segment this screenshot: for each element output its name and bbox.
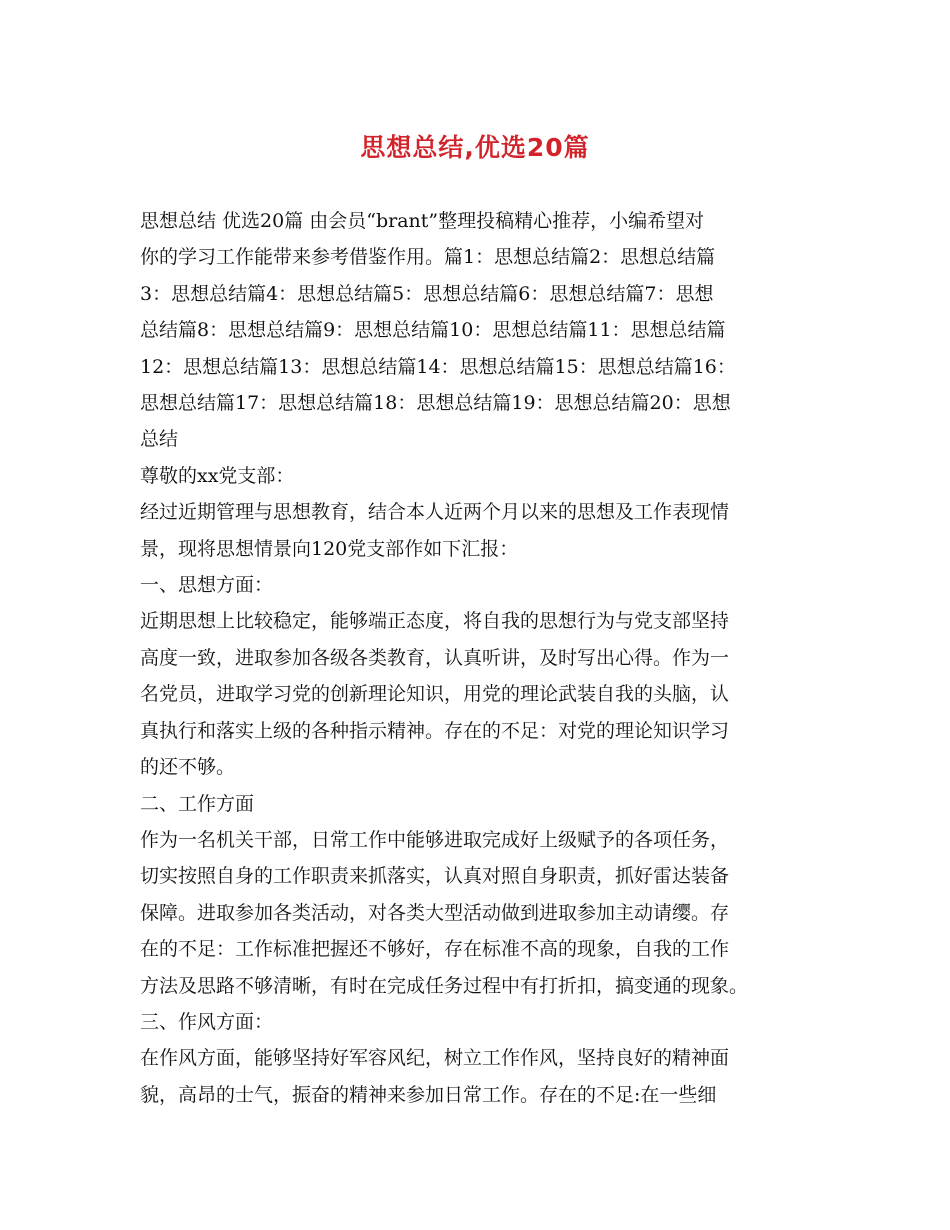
section-heading-thought: 一、思想方面： [140, 574, 274, 597]
intro-paragraph: 思想总结 优选20篇 由会员“brant”整理投稿精心推荐，小编希望对 你的学习工作能带来参考借鉴作用。篇1：思想总结篇2：思想总结篇 3：思想总结篇4：思想总结篇5：思想总结篇6：思想总结篇7：思想 总结篇8：思想总结篇9：思想总结篇10：思想总结篇11：思想总结篇 12：思想总结篇13：思想总结篇14：思想总结篇15：思想总结篇16： 思想总结篇17：思想总结篇18：思想总结篇19：思想总结篇20：思想 总结 [140, 210, 736, 451]
document-body [140, 203, 823, 1113]
opening-paragraph: 经过近期管理与思想教育，结合本人近两个月以来的思想及工作表现情 景，现将思想情景向120党支部作如下汇报： [140, 501, 730, 560]
style-paragraph: 在作风方面，能够坚持好军容风纪，树立工作作风，坚持良好的精神面 貌，高昂的士气，振奋的精神来参加日常工作。存在的不足:在一些细 [140, 1047, 730, 1106]
work-paragraph: 作为一名机关干部，日常工作中能够进取完成好上级赋予的各项任务， 切实按照自身的工作职责来抓落实，认真对照自身职责，抓好雷达装备 保障。进取参加各类活动，对各类大型活动做到进取参加主动请缨。存 在的不足：工作标准把握还不够好，存在标准不高的现象，自我的工作 方法及思路不够清晰，有时在完成任务过程中有打折扣，搞变通的现象。 [140, 828, 749, 997]
section-heading-work: 二、工作方面 [140, 792, 255, 815]
document-title: 思想总结,优选20篇 [360, 133, 590, 162]
salutation: 尊敬的xx党支部： [140, 464, 295, 487]
section-heading-style: 三、作风方面： [140, 1010, 274, 1033]
thought-paragraph: 近期思想上比较稳定，能够端正态度，将自我的思想行为与党支部坚持 高度一致，进取参加各级各类教育，认真听讲，及时写出心得。作为一 名党员，进取学习党的创新理论知识，用党的理论武装自我的头脑，认 真执行和落实上级的各种指示精神。存在的不足：对党的理论知识学习 的还不够。 [140, 610, 730, 779]
